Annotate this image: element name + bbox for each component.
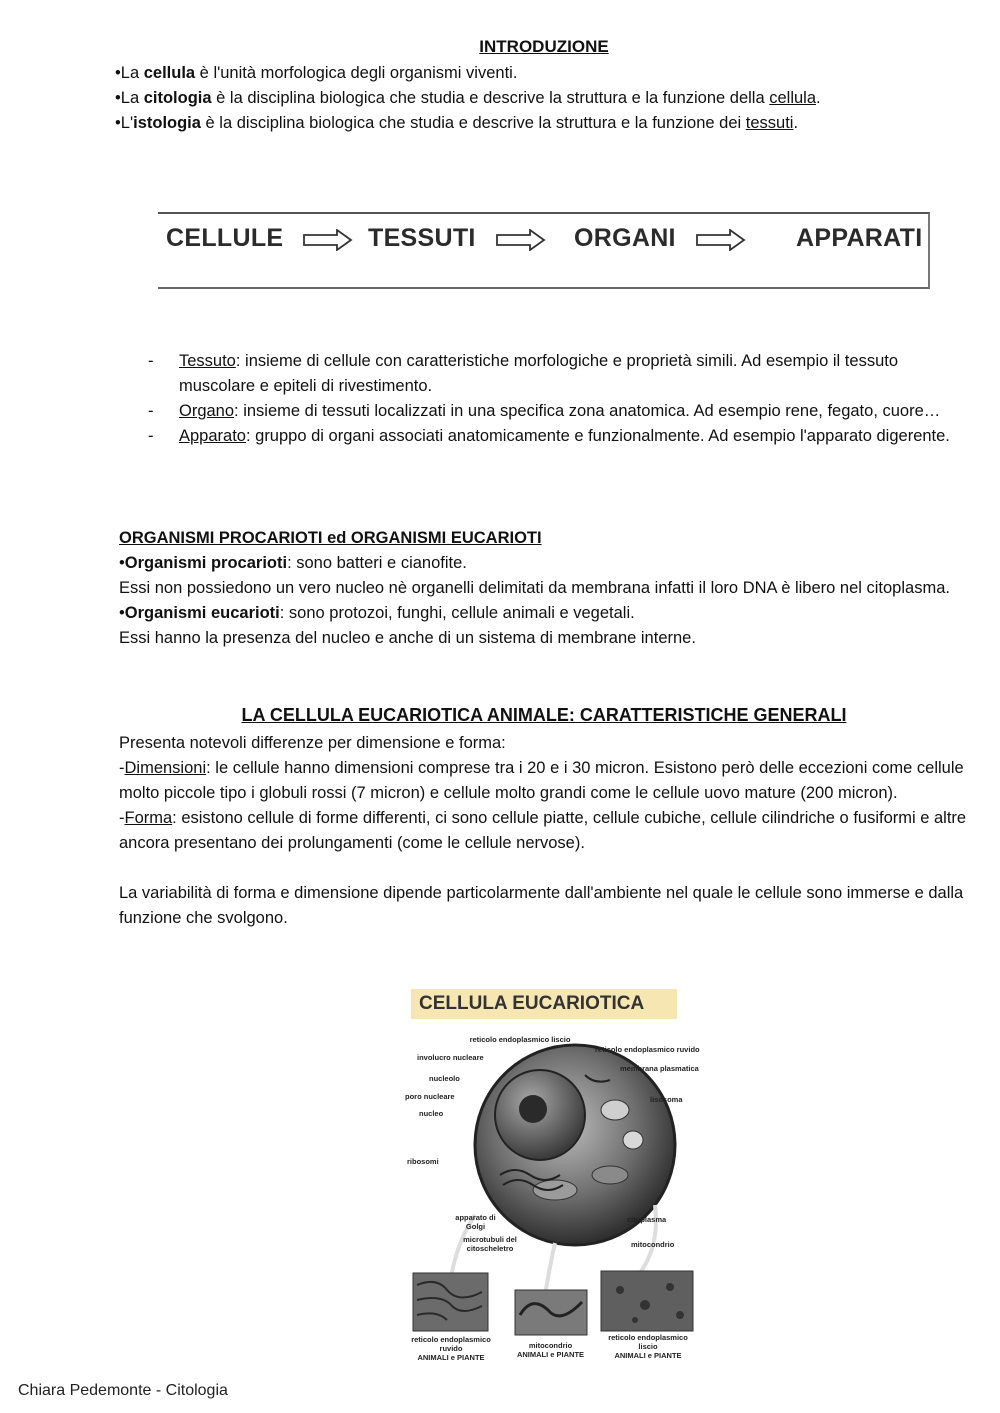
label-poro: poro nucleare	[405, 1092, 455, 1101]
list-item: - Apparato: gruppo di organi associati anatomicamente e funzionalmente. Ad esempio l'apparato digerente.	[148, 427, 950, 445]
arrow-right-icon	[496, 229, 546, 251]
label-mitocondrio: mitocondrio	[631, 1240, 675, 1249]
label-citoplasma: citoplasma	[627, 1215, 667, 1224]
term-apparato: Apparato	[179, 427, 246, 445]
label-rer: reticolo endoplasmico ruvido	[595, 1045, 700, 1054]
intro-title: INTRODUZIONE	[479, 37, 609, 56]
section-heading: ORGANISMI PROCARIOTI ed ORGANISMI EUCARIOTI	[119, 529, 542, 547]
prokaryotes-line: •Organismi procarioti: sono batteri e cianofite.	[119, 554, 467, 572]
flow-step-tessuti: TESSUTI	[368, 224, 476, 252]
flow-step-organi: ORGANI	[574, 224, 676, 252]
label-golgi: apparato di Golgi	[455, 1213, 496, 1231]
flow-step-apparati: APPARATI	[796, 224, 923, 252]
list-item: - Organo: insieme di tessuti localizzati in una specifica zona anatomica. Ad esempio rene, fegato, cuore…	[148, 402, 941, 420]
animal-cell-section	[119, 731, 969, 931]
micrograph-caption: mitocondrio ANIMALI e PIANTE	[516, 1341, 585, 1359]
label-involucro: involucro nucleare	[417, 1053, 484, 1062]
figure-title: CELLULA EUCARIOTICA	[411, 989, 677, 1019]
eukaryotes-description: Essi hanno la presenza del nucleo e anche di un sistema di membrane interne.	[119, 629, 696, 647]
definitions-list	[148, 349, 968, 449]
term-tessuto: Tessuto	[179, 352, 236, 370]
cells-to-systems-diagram	[158, 212, 930, 289]
label-microtubuli: microtubuli del citoscheletro	[463, 1235, 517, 1253]
dimensions-paragraph: -Dimensioni: le cellule hanno dimensioni comprese tra i 20 e i 30 micron. Esistono però delle eccezioni come cellule molto piccole tipo i globuli rossi (7 micron) e cellule molto grandi come le cellule uovo mature (200 micron).	[119, 759, 964, 802]
label-ribosomi: ribosomi	[407, 1157, 439, 1166]
term-organo: Organo	[179, 402, 235, 420]
label-membrana: membrana plasmatica	[620, 1064, 699, 1073]
eukaryotic-cell-figure	[405, 985, 710, 1363]
intro-lines	[115, 61, 965, 136]
arrow-right-icon	[303, 229, 353, 251]
prokaryotes-description: Essi non possiedono un vero nucleo nè organelli delimitati da membrana infatti il loro DNA è libero nel citoplasma.	[119, 579, 950, 597]
intro-line: •La cellula è l'unità morfologica degli organismi viventi.	[115, 64, 518, 82]
label-lisosoma: lisosoma	[650, 1095, 683, 1104]
label-nucleolo: nucleolo	[429, 1074, 460, 1083]
arrow-right-icon	[696, 229, 746, 251]
animal-cell-intro: Presenta notevoli differenze per dimensione e forma:	[119, 734, 506, 752]
intro-line: •La citologia è la disciplina biologica che studia e descrive la struttura e la funzione della cellula.	[115, 89, 821, 107]
form-paragraph: -Forma: esistono cellule di forme differenti, ci sono cellule piatte, cellule cubiche, cellule cilindriche o fusiformi e altre ancora presentano dei prolungamenti (come le cellule nervose).	[119, 809, 967, 852]
list-item: - Tessuto: insieme di cellule con caratteristiche morfologiche e proprietà simili. Ad esempio il tessuto muscolare e epiteli di rivestimento.	[148, 352, 899, 395]
organisms-section	[119, 526, 969, 651]
label-nucleo: nucleo	[419, 1109, 444, 1118]
intro-line: •L'istologia è la disciplina biologica che studia e descrive la struttura e la funzione dei tessuti.	[115, 114, 799, 132]
animal-cell-title: LA CELLULA EUCARIOTICA ANIMALE: CARATTERISTICHE GENERALI	[241, 705, 847, 725]
page-footer: Chiara Pedemonte - Citologia	[18, 1382, 228, 1399]
variability-paragraph: La variabilità di forma e dimensione dipende particolarmente dall'ambiente nel quale le cellule sono immerse e dalla funzione che svolgono.	[119, 884, 964, 927]
label-rel: reticolo endoplasmico liscio	[469, 1035, 571, 1044]
micrograph-caption: reticolo endoplasmico ruvido ANIMALI e PIANTE	[411, 1335, 491, 1362]
flow-step-cellule: CELLULE	[166, 224, 284, 252]
eukaryotes-line: •Organismi eucarioti: sono protozoi, funghi, cellule animali e vegetali.	[119, 604, 635, 622]
micrograph-caption: reticolo endoplasmico liscio ANIMALI e PIANTE	[608, 1333, 688, 1360]
